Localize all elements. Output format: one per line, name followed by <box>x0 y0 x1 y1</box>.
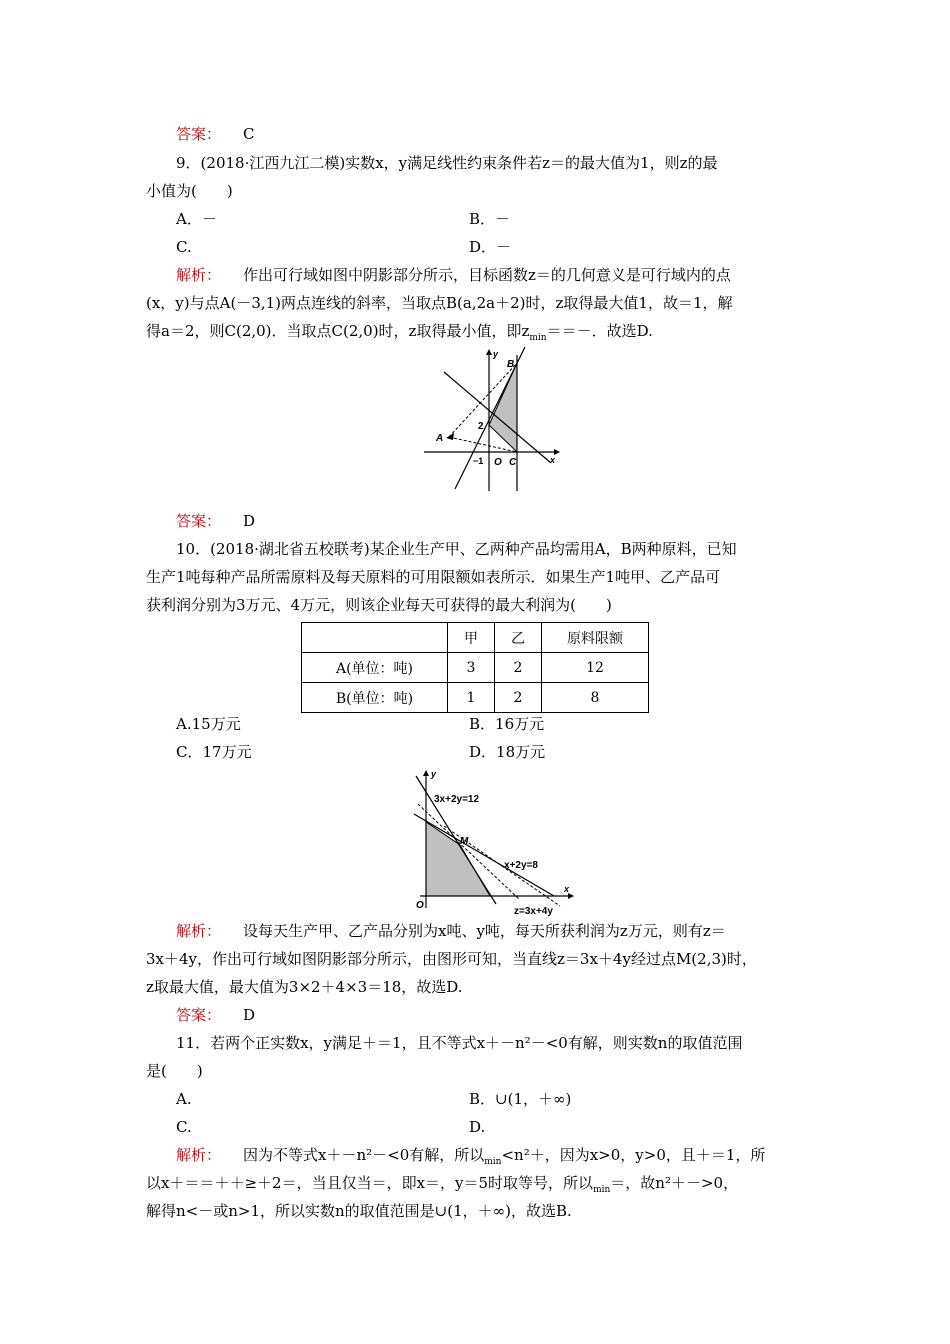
q10-y-axis-label: y <box>431 769 437 779</box>
q10-x-axis-label: x <box>564 884 570 894</box>
q9-analysis-line3-end: ＝＝－．故选D. <box>546 322 653 340</box>
table-header-cell <box>302 623 448 653</box>
table-cell: 8 <box>542 683 649 713</box>
table-cell: 1 <box>448 683 495 713</box>
table-cell: 2 <box>495 653 542 683</box>
q10-point-m-label: M <box>460 836 469 847</box>
q10-origin-label: O <box>416 900 424 911</box>
q9-analysis-line3-text: 得a＝2，则C(2,0)．当取点C(2,0)时，z取得最小值，即z <box>146 322 530 340</box>
table-row <box>302 683 649 713</box>
q11-analysis-min-subscript: min <box>593 1185 611 1195</box>
q10-option-b: B．16万元 <box>469 715 545 733</box>
table-cell: B(单位：吨) <box>302 683 448 713</box>
q10-line1-label: 3x+2y=12 <box>434 794 480 805</box>
table-header-cell: 原料限额 <box>542 623 649 653</box>
q9-origin-label: O <box>494 457 502 468</box>
q10-option-a: A.15万元 <box>176 715 241 733</box>
q11-stem-line2: 是( ) <box>146 1062 203 1080</box>
q9-stem-line1: 9．(2018·江西九江二模)实数x，y满足线性约束条件若z＝的最大值为1，则z的最 <box>176 154 718 172</box>
q11-analysis-label: 解析： <box>176 1146 222 1164</box>
q9-answer-label: 答案： <box>176 512 222 530</box>
q9-feasible-region-figure <box>418 345 568 495</box>
q9-analysis-line1: 作出可行域如图中阴影部分所示，目标函数z＝的几何意义是可行域内的点 <box>243 266 731 284</box>
q11-analysis-line1 <box>243 1145 765 1172</box>
q11-analysis-min-subscript: min <box>484 1157 502 1167</box>
q11-analysis-line3: 解得n<－或n>1，所以实数n的取值范围是∪(1，＋∞)，故选B. <box>146 1202 572 1220</box>
q9-point-b-label: B <box>507 359 515 370</box>
q10-stem-line3: 获利润分别为3万元、4万元，则该企业每天可获得的最大利润为( ) <box>146 596 612 614</box>
q10-stem-line1: 10．(2018·湖北省五校联考)某企业生产甲、乙两种产品均需用A，B两种原料，已知 <box>176 540 737 558</box>
q10-analysis-line2: 3x＋4y，作出可行域如图阴影部分所示，由图形可知，当直线z＝3x＋4y经过点M(2,3)时， <box>146 950 757 968</box>
q9-option-a: A．－ <box>176 210 217 228</box>
q10-analysis-line3: z取最大值，最大值为3×2＋4×3＝18，故选D. <box>146 978 463 996</box>
q9-option-c: C. <box>176 238 192 256</box>
q10-objective-label: z=3x+4y <box>514 906 553 916</box>
q10-option-c: C．17万元 <box>176 743 252 761</box>
q9-option-b: B．－ <box>469 210 511 228</box>
q10-line2-label: x+2y=8 <box>504 860 538 871</box>
q11-analysis-line1-end: <n²＋，因为x>0，y>0，且＋＝1，所 <box>501 1146 766 1164</box>
q9-analysis-line3 <box>146 321 653 348</box>
q10-analysis-line1: 设每天生产甲、乙产品分别为x吨、y吨，每天所获利润为z万元，则有z＝ <box>243 922 726 940</box>
q9-analysis-min-subscript: min <box>529 333 547 343</box>
q10-material-table <box>301 622 649 713</box>
q10-feasible-region-figure <box>404 768 584 916</box>
table-header-cell: 甲 <box>448 623 495 653</box>
q9-y-axis-label: y <box>493 349 499 359</box>
q9-point-a-label: A <box>436 433 444 444</box>
table-cell: 2 <box>495 683 542 713</box>
table-row <box>302 653 649 683</box>
q9-option-d: D．－ <box>469 238 512 256</box>
q9-x-axis-label: x <box>550 455 556 465</box>
q11-option-b: B．∪(1，＋∞) <box>469 1090 572 1108</box>
q10-shaded-region <box>426 822 490 896</box>
q9-analysis-label: 解析： <box>176 266 222 284</box>
q11-option-c: C. <box>176 1118 192 1136</box>
q10-option-d: D．18万元 <box>469 743 546 761</box>
q9-neg1-label: −1 <box>473 456 484 466</box>
q9-answer-value: D <box>243 512 256 530</box>
table-header-row <box>302 623 649 653</box>
q9-y-intercept-label: 2 <box>478 421 484 432</box>
q10-answer-label: 答案： <box>176 1006 222 1024</box>
q11-analysis-line2-text: 以x＋＝＝＋＋≥＋2＝，当且仅当＝，即x＝，y＝5时取等号，所以 <box>146 1174 594 1192</box>
q11-analysis-line1-text: 因为不等式x＋－n²－<0有解，所以 <box>243 1146 485 1164</box>
table-cell: 12 <box>542 653 649 683</box>
q9-shaded-region <box>489 363 517 452</box>
q11-option-d: D. <box>469 1118 486 1136</box>
q10-answer-value: D <box>243 1006 256 1024</box>
table-cell: A(单位：吨) <box>302 653 448 683</box>
table-header-cell: 乙 <box>495 623 542 653</box>
q11-analysis-line2-end: ＝，故n²＋－>0， <box>610 1174 739 1192</box>
q9-analysis-line2: (x，y)与点A(－3,1)两点连线的斜率，当取点B(a,2a＋2)时，z取得最大值1，故＝1，解 <box>146 294 733 312</box>
q11-option-a: A. <box>176 1090 192 1108</box>
table-cell: 3 <box>448 653 495 683</box>
q9-stem-line2: 小值为( ) <box>146 182 233 200</box>
q11-analysis-line2 <box>146 1173 738 1200</box>
prev-answer-value: C <box>243 125 255 143</box>
prev-answer-label: 答案： <box>176 125 222 143</box>
q11-stem-line1: 11．若两个正实数x，y满足＋＝1，且不等式x＋－n²－<0有解，则实数n的取值范围 <box>176 1034 743 1052</box>
q10-stem-line2: 生产1吨每种产品所需原料及每天原料的可用限额如表所示．如果生产1吨甲、乙产品可 <box>146 568 721 586</box>
q10-analysis-label: 解析： <box>176 922 222 940</box>
q9-point-c-label: C <box>509 457 517 468</box>
